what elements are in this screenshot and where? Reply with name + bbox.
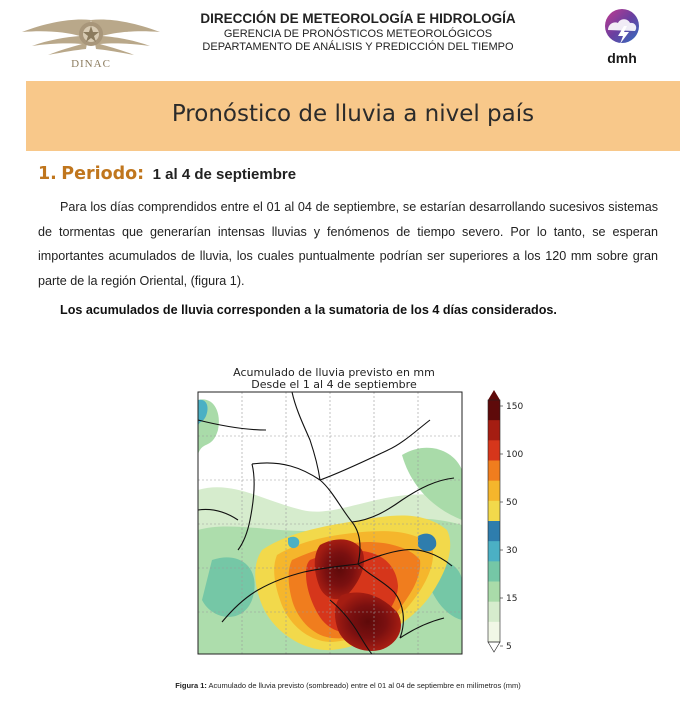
dinac-logo [18, 12, 164, 72]
colorbar-segment [488, 481, 500, 502]
colorbar-segment [488, 622, 500, 643]
colorbar [488, 390, 523, 652]
section-number: 1. [38, 164, 57, 184]
colorbar-label: 150 [506, 402, 524, 412]
dmh-cloud-bolt-icon [594, 6, 650, 50]
accumulation-note: Los acumulados de lluvia corresponden a la sumatoria de los 4 días considerados. [60, 303, 557, 317]
section-label: Periodo: [61, 164, 145, 184]
colorbar-label: 100 [506, 450, 524, 460]
colorbar-bottom-cap [488, 642, 500, 652]
colorbar-segment [488, 501, 500, 522]
colorbar-segment [488, 400, 500, 421]
section-period: 1 al 4 de septiembre [152, 166, 297, 183]
header-line-3: DEPARTAMENTO DE ANÁLISIS Y PREDICCIÓN DEL TIEMPO [202, 41, 514, 53]
section-heading [38, 164, 296, 184]
dinac-wings-icon [18, 12, 164, 62]
header-line-1: DIRECCIÓN DE METEOROLOGÍA E HIDROLOGÍA [200, 11, 516, 26]
figure-caption [0, 681, 696, 690]
dmh-logo-text: dmh [607, 50, 637, 66]
colorbar-segment [488, 521, 500, 542]
colorbar-segment [488, 461, 500, 482]
colorbar-top-cap [488, 390, 500, 400]
colorbar-segment [488, 541, 500, 562]
forecast-paragraph: Para los días comprendidos entre el 01 al 04 de septiembre, se estarían desarrollando sucesivos sistemas de tormentas que generarían intensas lluvias y fenómenos de tiempo severo. Por lo tanto, se esperan importantes acumulados de lluvia, los cuales puntualmente podrían ser superiores a los 120 mm sobre gran parte de la región Oriental, (figura 1). [38, 200, 658, 288]
header-titles [170, 11, 546, 53]
colorbar-segment [488, 420, 500, 441]
figure-title-line-1: Acumulado de lluvia previsto en mm [233, 366, 435, 379]
colorbar-label: 30 [506, 546, 518, 556]
dinac-logo-text: DINAC [71, 58, 111, 70]
colorbar-segment [488, 561, 500, 582]
header-line-2: GERENCIA DE PRONÓSTICOS METEOROLÓGICOS [223, 28, 493, 40]
colorbar-segment [488, 440, 500, 461]
colorbar-label: 5 [506, 642, 512, 652]
rainfall-map-svg [192, 360, 532, 660]
caption-text: Acumulado de lluvia previsto (sombreado) entre el 01 al 04 de septiembre en milímetros (mm) [208, 681, 521, 690]
rainfall-map-figure [192, 360, 532, 660]
header [0, 0, 696, 78]
page-title: Pronóstico de lluvia a nivel país [171, 101, 535, 127]
colorbar-label: 15 [506, 594, 518, 604]
colorbar-segment [488, 602, 500, 623]
colorbar-label: 50 [506, 498, 518, 508]
dmh-logo [594, 6, 650, 68]
title-banner [26, 81, 680, 151]
colorbar-segment [488, 582, 500, 603]
caption-label: Figura 1: [175, 681, 207, 690]
figure-title-line-2: Desde el 1 al 4 de septiembre [251, 378, 417, 391]
